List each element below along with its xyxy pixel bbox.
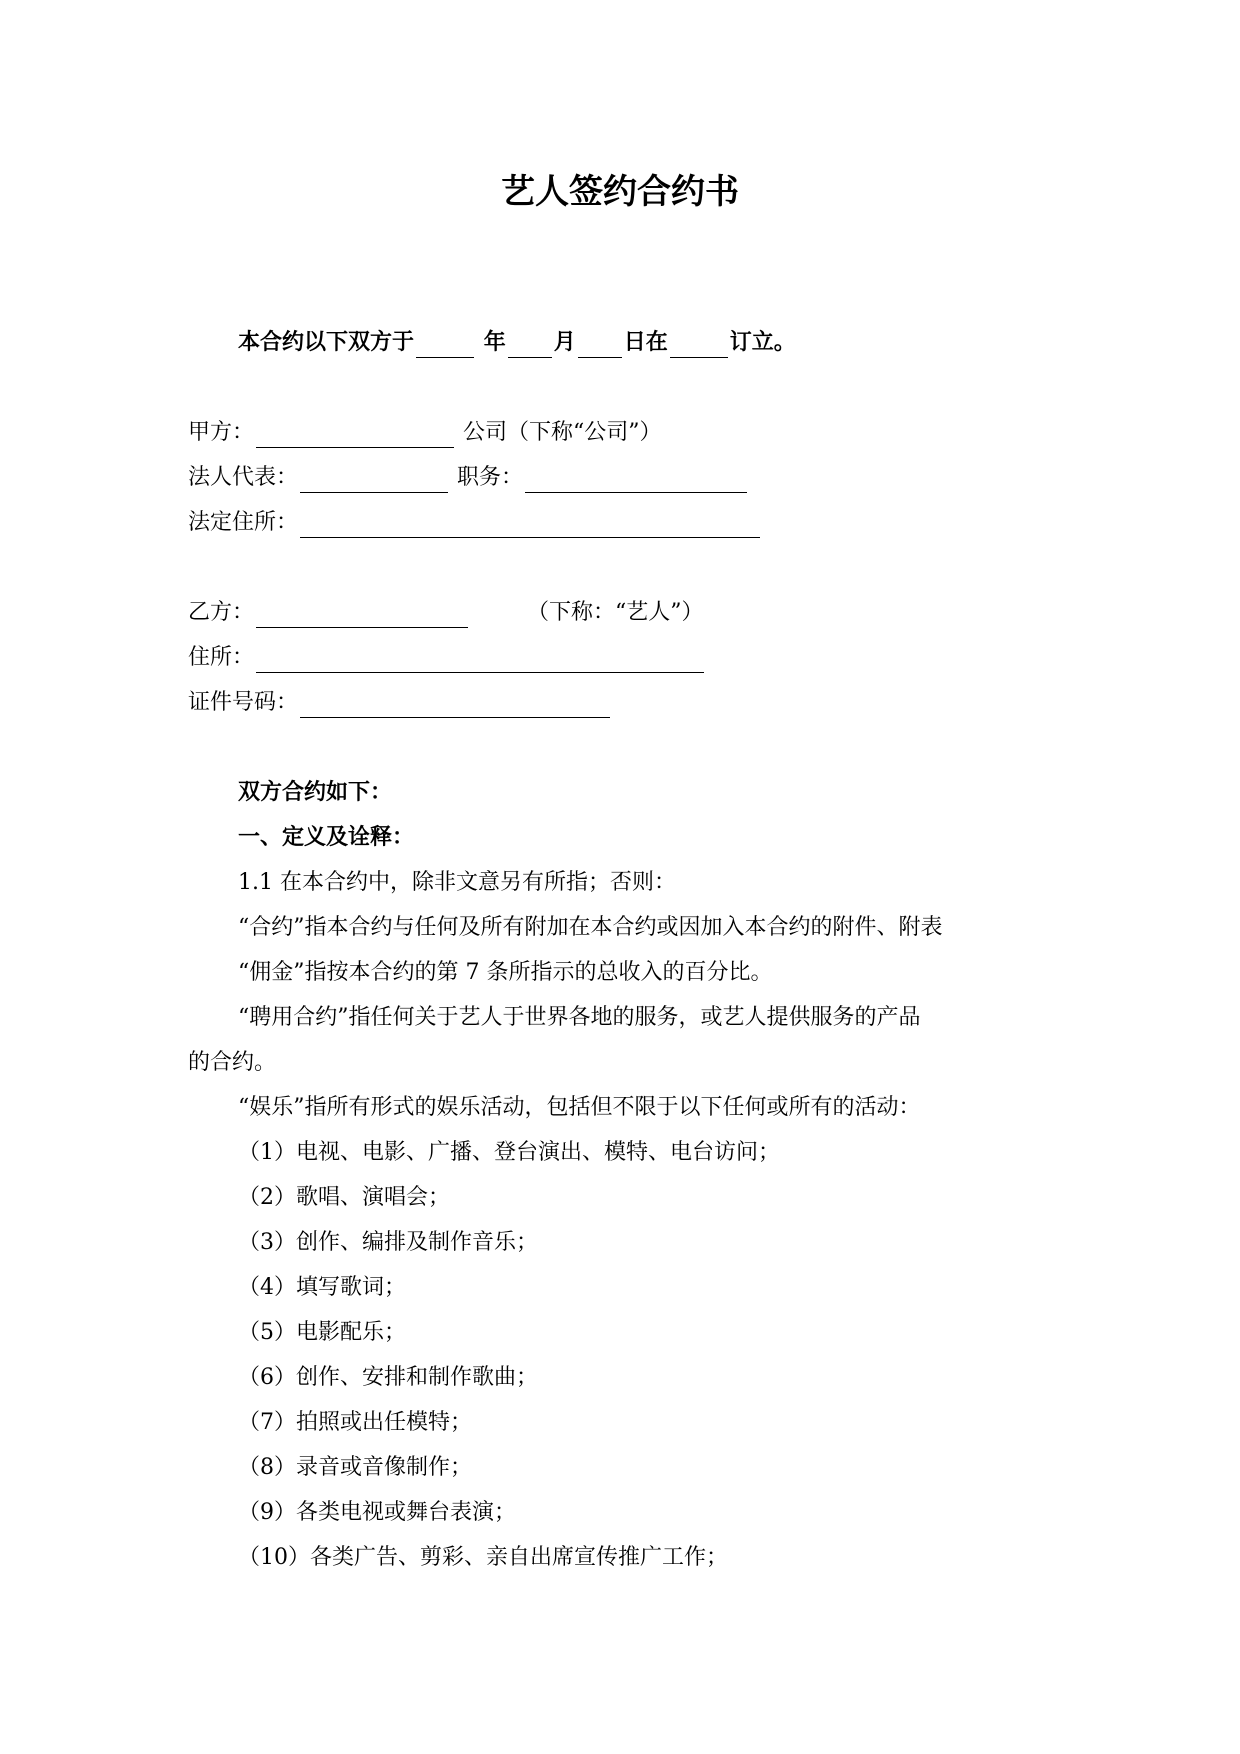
- party-a-line: [188, 418, 662, 448]
- party-a-title-label: 职务：: [457, 465, 524, 490]
- activity-item: （2）歌唱、演唱会；: [238, 1185, 450, 1210]
- party-a-rep-blank: [300, 468, 448, 493]
- intro-blank-day: [578, 333, 622, 358]
- intro-text-1: 本合约以下双方于: [238, 330, 415, 355]
- activity-item: （6）创作、安排和制作歌曲；: [238, 1365, 538, 1390]
- definition-contract: “合约”指本合约与任何及所有附加在本合约或因加入本合约的附件、附表: [238, 915, 943, 940]
- party-a-suffix: 公司（下称“公司”）: [463, 420, 662, 445]
- party-b-id-label: 证件号码：: [188, 690, 299, 715]
- definition-employment-contract-cont: 的合约。: [188, 1050, 277, 1075]
- party-a-label: 甲方：: [188, 420, 255, 445]
- party-b-address-line: [188, 643, 706, 673]
- intro-line: [238, 328, 796, 358]
- activity-item: （7）拍照或出任模特；: [238, 1410, 472, 1435]
- definition-commission: “佣金”指按本合约的第 7 条所指示的总收入的百分比。: [238, 960, 773, 985]
- party-a-address-blank: [300, 513, 760, 538]
- activity-item: （10）各类广告、剪彩、亲自出席宣传推广工作；: [238, 1545, 728, 1570]
- document-title: 艺人签约合约书: [501, 172, 739, 212]
- activity-item: （4）填写歌词；: [238, 1275, 406, 1300]
- party-b-suffix: （下称：“艺人”）: [527, 600, 704, 625]
- party-b-label: 乙方：: [188, 600, 255, 625]
- section-1-heading: 一、定义及诠释：: [238, 825, 415, 850]
- party-a-rep-label: 法人代表：: [188, 465, 299, 490]
- party-b-id-blank: [300, 693, 610, 718]
- definition-employment-contract: “聘用合约”指任何关于艺人于世界各地的服务，或艺人提供服务的产品: [238, 1005, 921, 1030]
- party-a-name-blank: [256, 423, 454, 448]
- intro-text-5: 订立。: [729, 330, 796, 355]
- party-b-address-label: 住所：: [188, 645, 255, 670]
- intro-blank-year: [416, 333, 474, 358]
- party-b-address-blank: [256, 648, 704, 673]
- activity-item: （9）各类电视或舞台表演；: [238, 1500, 516, 1525]
- intro-text-4: 日在: [623, 330, 668, 355]
- party-b-line: [188, 598, 704, 628]
- definition-entertainment: “娱乐”指所有形式的娱乐活动，包括但不限于以下任何或所有的活动：: [238, 1095, 921, 1120]
- party-a-address-line: [188, 508, 762, 538]
- party-b-name-blank: [256, 603, 468, 628]
- party-a-address-label: 法定住所：: [188, 510, 299, 535]
- clause-1-1: 1.1 在本合约中，除非文意另有所指；否则：: [238, 870, 676, 895]
- party-a-title-blank: [525, 468, 747, 493]
- intro-blank-month: [508, 333, 552, 358]
- party-a-rep-line: [188, 463, 749, 493]
- activity-item: （5）电影配乐；: [238, 1320, 406, 1345]
- activity-item: （1）电视、电影、广播、登台演出、模特、电台访问；: [238, 1140, 780, 1165]
- party-b-id-line: [188, 688, 612, 718]
- intro-blank-place: [670, 333, 728, 358]
- activity-item: （3）创作、编排及制作音乐；: [238, 1230, 538, 1255]
- activity-item: （8）录音或音像制作；: [238, 1455, 472, 1480]
- intro-text-2: 年: [483, 330, 506, 355]
- intro-text-3: 月: [553, 330, 576, 355]
- agreement-intro: 双方合约如下：: [238, 780, 393, 805]
